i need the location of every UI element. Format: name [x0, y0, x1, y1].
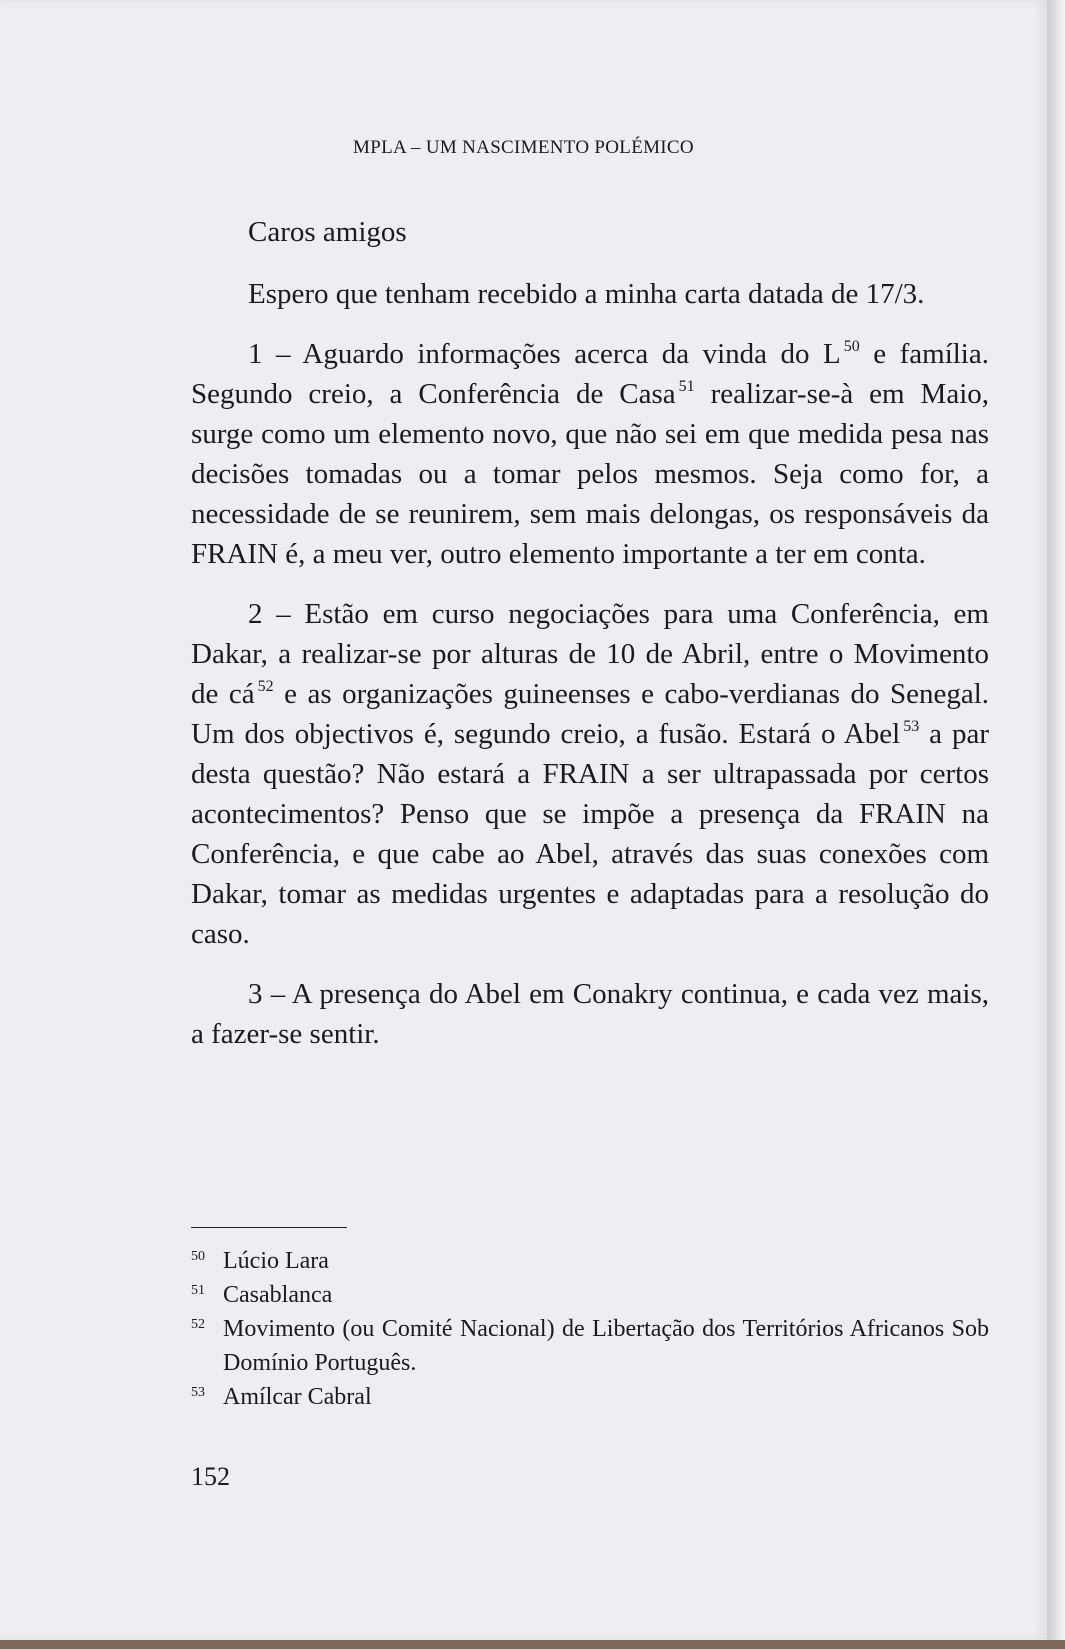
footnote-item	[191, 1380, 989, 1414]
letter-opening: Espero que tenham recebido a minha carta datada de 17/3.	[248, 278, 925, 310]
paragraph-1-text-b: e família. Segundo creio, a Conferência de Casa	[191, 338, 989, 410]
footnote-number: 52	[191, 1317, 205, 1332]
footnote-number: 53	[191, 1385, 205, 1400]
paragraph-2-text-b: e as organizações guineenses e cabo-verdianas do Senegal. Um dos objectivos é, segundo creio, a fusão. Estará o Abel	[191, 678, 989, 750]
footnote-ref-50: 50	[843, 338, 860, 355]
book-spine-edge	[1047, 0, 1065, 1649]
footnote-item	[191, 1278, 989, 1312]
footnote-text: Lúcio Lara	[223, 1248, 329, 1274]
paragraph-2-text-a: 2 – Estão em curso negociações para uma Conferência, em Dakar, a realizar-se por alturas de 10 de Abril, entre o Movimento de cá	[191, 598, 989, 710]
running-head: MPLA – UM NASCIMENTO POLÉMICO	[353, 137, 694, 158]
footnote-text: Movimento (ou Comité Nacional) de Libertação dos Territórios Africanos Sob Domínio Português.	[223, 1316, 989, 1376]
footnote-ref-51: 51	[678, 378, 695, 395]
paragraph-1	[191, 334, 989, 574]
paragraph-2-text-c: a par desta questão? Não estará a FRAIN a ser ultrapassada por certos acontecimentos? Penso que se impõe a presença da FRAIN na Conferência, e que cabe ao Abel, através das suas conexões com Dakar, tomar as medidas urgentes e adaptadas para a resolução do caso.	[191, 718, 989, 950]
letter-greeting: Caros amigos	[248, 216, 407, 248]
paragraph-1-text-c: realizar-se-à em Maio, surge como um elemento novo, que não sei em que medida pesa nas decisões tomadas ou a tomar pelos mesmos. Seja como for, a necessidade de se reunirem, sem mais delongas, os responsáveis da FRAIN é, a meu ver, outro elemento importante a ter em conta.	[191, 378, 989, 570]
footnote-number: 51	[191, 1283, 205, 1298]
letter-body	[191, 212, 989, 1074]
paragraph-1-text-a: 1 – Aguardo informações acerca da vinda do L	[248, 338, 841, 370]
footnote-item	[191, 1244, 989, 1278]
page-number: 152	[191, 1462, 230, 1491]
footnote-item	[191, 1312, 989, 1380]
footnote-ref-53: 53	[903, 718, 920, 735]
footnote-text: Amílcar Cabral	[223, 1384, 372, 1410]
footnote-ref-52: 52	[257, 678, 274, 695]
footnote-divider	[191, 1227, 347, 1228]
footnote-text: Casablanca	[223, 1282, 333, 1308]
scan-bottom-edge	[0, 1640, 1065, 1649]
footnotes	[191, 1244, 989, 1414]
paragraph-2	[191, 594, 989, 954]
footnote-number: 50	[191, 1249, 205, 1264]
paragraph-3: 3 – A presença do Abel em Conakry continua, e cada vez mais, a fazer-se sentir.	[191, 978, 989, 1050]
